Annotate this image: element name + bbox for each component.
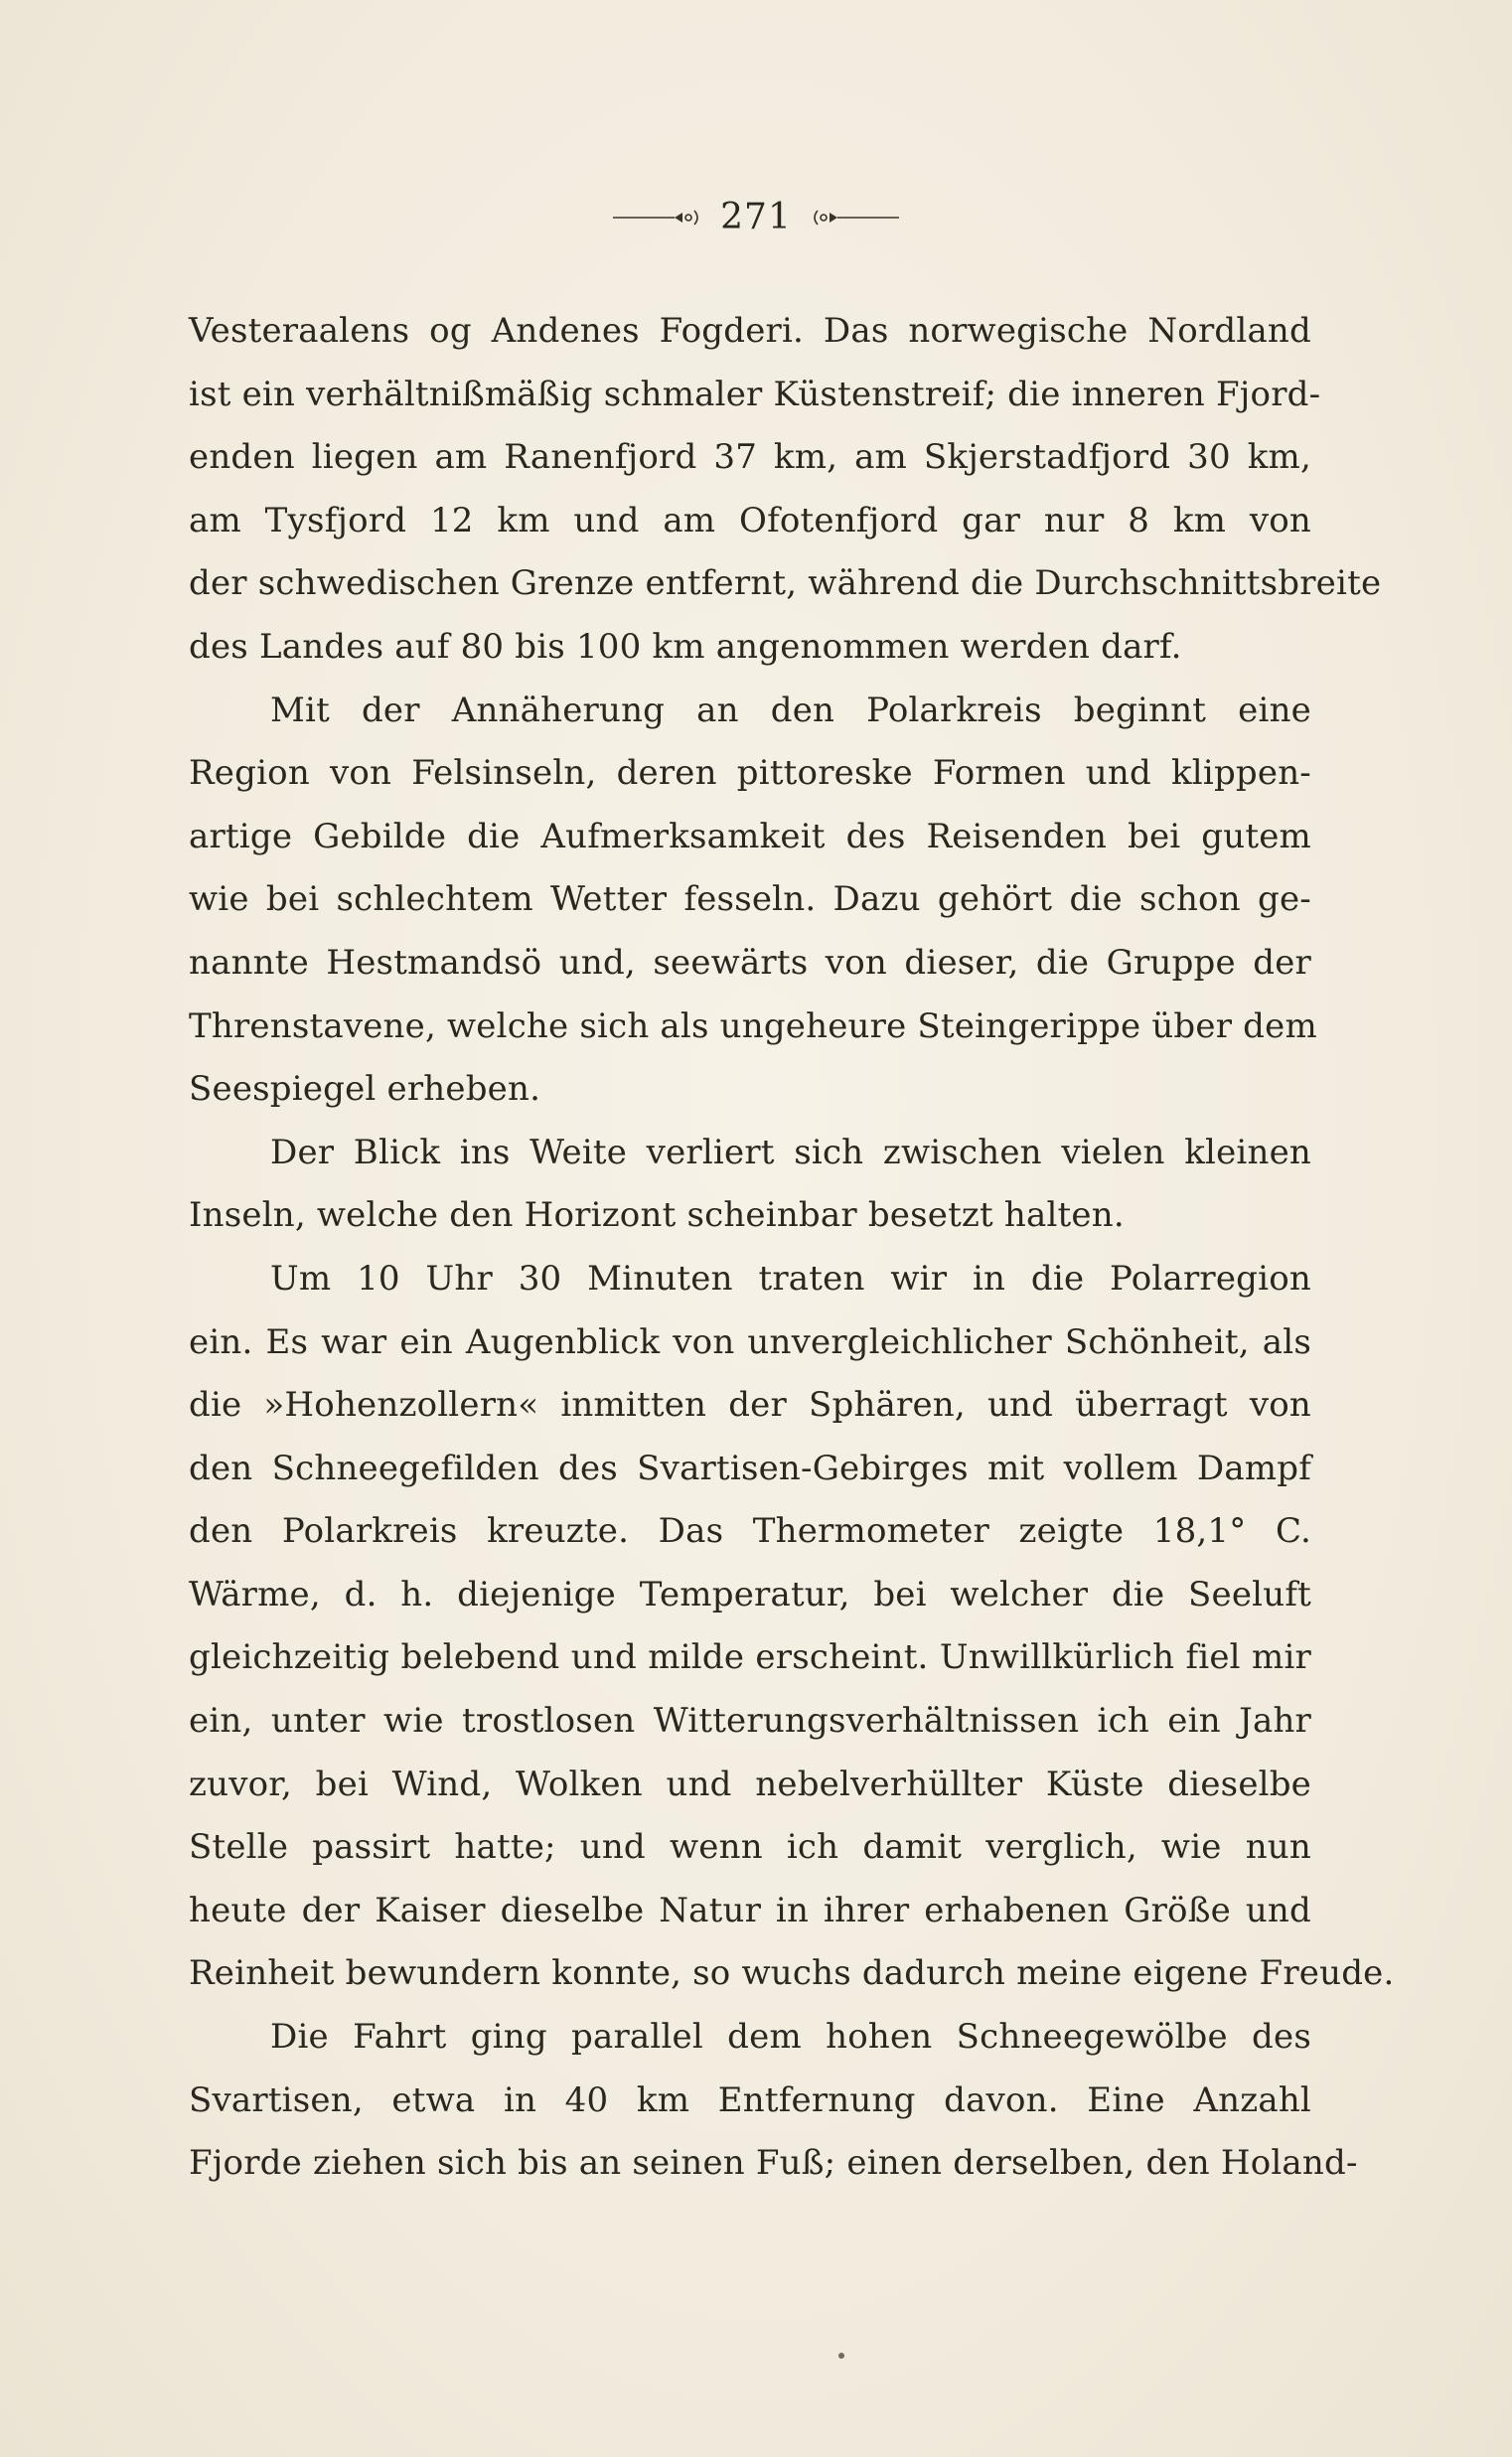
header-ornament-right-icon bbox=[810, 206, 899, 230]
text-line: am Tysfjord 12 km und am Ofotenfjord gar nur 8 km von bbox=[189, 500, 1311, 540]
text-line: ist ein verhältnißmäßig schmaler Küstenstreif; die inneren Fjord- bbox=[189, 374, 1321, 414]
text-line: artige Gebilde die Aufmerksamkeit des Reisenden bei gutem bbox=[189, 816, 1311, 856]
page-header bbox=[0, 197, 1512, 237]
text-line: zuvor, bei Wind, Wolken und nebelverhüllter Küste dieselbe bbox=[189, 1764, 1311, 1804]
text-line: den Polarkreis kreuzte. Das Thermometer zeigte 18,1° C. bbox=[189, 1511, 1311, 1552]
text-line: Vesteraalens og Andenes Fogderi. Das norwegische Nordland bbox=[189, 311, 1311, 351]
text-line: gleichzeitig belebend und milde erscheint. Unwillkürlich fiel mir bbox=[189, 1637, 1311, 1678]
text-line: wie bei schlechtem Wetter fesseln. Dazu gehört die schon ge- bbox=[189, 879, 1311, 920]
text-line: Mit der Annäherung an den Polarkreis beginnt eine bbox=[270, 690, 1311, 730]
text-line: Wärme, d. h. diejenige Temperatur, bei welcher die Seeluft bbox=[189, 1574, 1311, 1614]
text-line: Die Fahrt ging parallel dem hohen Schneegewölbe des bbox=[270, 2017, 1311, 2058]
text-line: die »Hohenzollern« inmitten der Sphären, und überragt von bbox=[189, 1385, 1311, 1426]
text-line: den Schneegefilden des Svartisen-Gebirges mit vollem Dampf bbox=[189, 1448, 1311, 1488]
text-line: des Landes auf 80 bis 100 km angenommen werden darf. bbox=[189, 626, 1182, 667]
text-line: Der Blick ins Weite verliert sich zwischen vielen kleinen bbox=[270, 1132, 1311, 1172]
text-line: ein. Es war ein Augenblick von unvergleichlicher Schönheit, als bbox=[189, 1321, 1311, 1362]
body-text bbox=[189, 300, 1395, 2196]
text-line: Seespiegel erheben. bbox=[189, 1069, 541, 1110]
page-number: 271 bbox=[720, 197, 792, 237]
text-line: der schwedischen Grenze entfernt, während die Durchschnittsbreite bbox=[189, 563, 1382, 604]
text-line: Svartisen, etwa in 40 km Entfernung davon. Eine Anzahl bbox=[189, 2079, 1311, 2120]
text-line: heute der Kaiser dieselbe Natur in ihrer erhabenen Größe und bbox=[189, 1890, 1311, 1930]
text-line: ein, unter wie trostlosen Witterungsverhältnissen ich ein Jahr bbox=[189, 1701, 1311, 1742]
text-line: Region von Felsinseln, deren pittoreske Formen und klippen- bbox=[189, 753, 1311, 794]
text-line: Inseln, welche den Horizont scheinbar besetzt halten. bbox=[189, 1195, 1125, 1236]
header-ornament-left-icon bbox=[613, 206, 702, 230]
text-line: Reinheit bewundern konnte, so wuchs dadurch meine eigene Freude. bbox=[189, 1953, 1395, 1994]
text-line: enden liegen am Ranenfjord 37 km, am Skjerstadfjord 30 km, bbox=[189, 437, 1311, 478]
text-line: Um 10 Uhr 30 Minuten traten wir in die Polarregion bbox=[270, 1258, 1311, 1299]
text-line: Fjorde ziehen sich bis an seinen Fuß; einen derselben, den Holand- bbox=[189, 2143, 1358, 2184]
text-line: nannte Hestmandsö und, seewärts von dieser, die Gruppe der bbox=[189, 942, 1311, 983]
paper-speck bbox=[838, 2353, 844, 2359]
text-line: Stelle passirt hatte; und wenn ich damit verglich, wie nun bbox=[189, 1827, 1311, 1868]
text-line: Threnstavene, welche sich als ungeheure Steingerippe über dem bbox=[189, 1005, 1317, 1046]
